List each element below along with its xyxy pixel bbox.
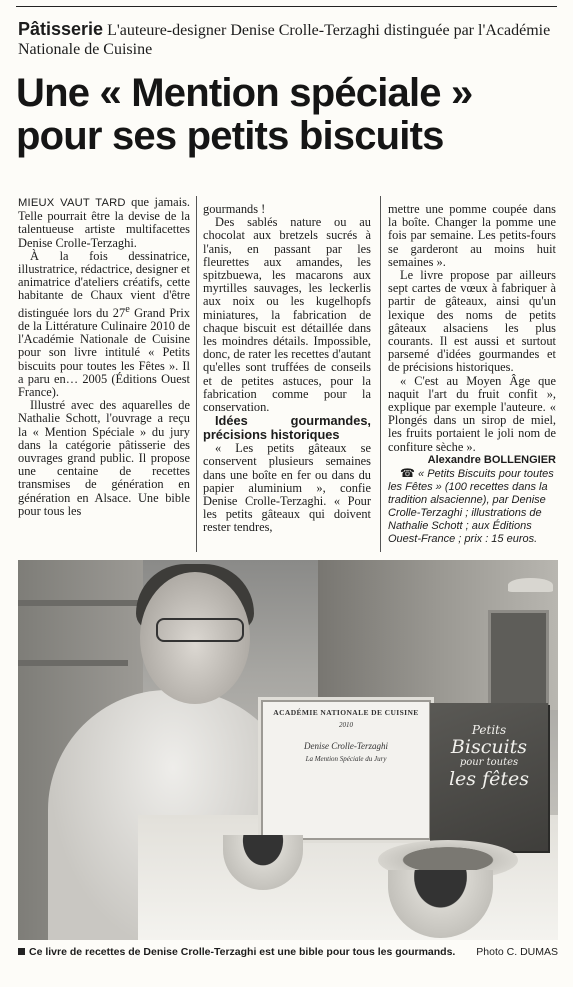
paragraph: mettre une pomme coupée dans la boîte. Changer la pomme une fois par semaine. Les petits-fours se garderont au moins huit semaines ». — [388, 202, 556, 269]
paragraph-text: que jamais. Telle pourrait être la devise de la talentueuse artiste multifacettes Denise Crolle-Terzaghi. — [18, 195, 190, 250]
paragraph: Des sablés nature ou au chocolat aux bretzels sucrés à l'anis, en passant par les fleurettes aux amandes, les spitzbuewa, les macarons aux myrtilles sauvages, les leckerlis aux noix ou les kugelhopfs miniatures, la fabrication de chaque biscuit est détaillée dans les moindres détails. Impossible, donc, de rater les recettes d'autant qu'elles sont truffées de conseils et de petites astuces, pour la fabrication comme pour la conservation. — [203, 215, 371, 415]
column-rule — [196, 196, 197, 552]
kicker-text: L'auteure-designer Denise Crolle-Terzaghi distinguée par l'Académie Nationale de Cuisine — [18, 22, 551, 58]
lamp — [508, 578, 553, 592]
certificate-title: ACADÉMIE NATIONALE DE CUISINE — [273, 708, 419, 717]
book-title-line: Petits — [471, 723, 507, 737]
paragraph: Illustré avec des aquarelles de Nathalie Schott, l'ouvrage a reçu la « Mention Spéciale » du jury dans la catégorie pâtisserie des ouvrages grand public. Il propose une centaine de recettes transmises de génération en génération en Alsace. Une bible pour tous les — [18, 398, 190, 518]
ordinal-suffix: e — [125, 303, 130, 315]
book-title-line: Biscuits — [450, 736, 528, 758]
paragraph: gourmands ! — [203, 202, 266, 216]
headline: Une « Mention spéciale » pour ses petits biscuits — [16, 71, 473, 158]
article-column-3 — [388, 203, 556, 546]
article-photo — [18, 560, 558, 940]
column-rule — [380, 196, 381, 552]
book-title-line: les fêtes — [448, 768, 530, 790]
photo-caption — [18, 946, 558, 959]
paragraph: « C'est au Moyen Âge que naquit l'art du fruit confit », explique par exemple l'auteure. « Plongés dans un sirop de miel, les fruits portaient le joli nom de confiture sèche ». — [388, 373, 556, 454]
certificate-mention: La Mention Spéciale du Jury — [305, 755, 387, 763]
paragraph: « Les petits gâteaux se conservent plusieurs semaines dans une boîte en fer ou dans du papier aluminium », confie Denise Crolle-Terzaghi. « Pour les petits gâteaux qui doivent rester tendres, — [203, 441, 371, 535]
paragraph-text: À la fois dessinatrice, illustratrice, rédactrice, designer et animatrice d'ateliers créatifs, cette habitante de Chaux vient d'être distinguée lors du 27 — [18, 248, 190, 320]
shelf — [18, 660, 128, 666]
paragraph — [18, 250, 190, 399]
paragraph — [18, 196, 190, 250]
author-byline: Alexandre BOLLENGIER — [427, 453, 556, 466]
glasses — [156, 618, 244, 642]
article-column-2 — [203, 203, 371, 535]
book-info — [388, 467, 556, 546]
book-title-line: pour toutes — [459, 757, 519, 768]
paragraph-text: Grand Prix de la Littérature Culinaire 2010 de l'Académie Nationale de Cuisine pour son livre intitulé « Petits biscuits pour toutes les Fêtes ». Il a paru en… 2005 (Éditions Ouest France). — [18, 305, 190, 399]
bullet-square-icon — [18, 948, 25, 955]
rubric: Pâtisserie — [18, 19, 104, 39]
paragraph: Le livre propose par ailleurs sept cartes de vœux à fabriquer à partir de gâteaux, ainsi qu'un lexique des noms de petits gâteaux alsaciens les plus courants. Il est aussi et surtout parsemé d'idées gourmandes et de précisions historiques. — [388, 268, 556, 375]
book-cover — [430, 703, 548, 851]
phone-icon: ☎ — [400, 466, 415, 481]
book-info-text: « Petits Biscuits pour toutes les Fêtes » (100 recettes dans la tradition alsacienne), par Denise Crolle-Terzaghi ; illustrations de Nathalie Schott ; aux Éditions Ouest-France ; prix : 15 euros. — [388, 468, 554, 546]
lead-in: MIEUX VAUT TARD — [18, 197, 126, 209]
photo-credit: Photo C. DUMAS — [476, 946, 558, 958]
caption-text: Ce livre de recettes de Denise Crolle-Terzaghi est une bible pour tous les gourmands. — [29, 946, 456, 958]
kicker — [18, 20, 558, 59]
top-rule — [16, 6, 557, 7]
certificate — [261, 700, 431, 840]
subheading: Idées gourmandes, précisions historiques — [203, 413, 371, 443]
shelf — [18, 600, 138, 606]
certificate-year: 2010 — [339, 721, 353, 729]
certificate-name: Denise Crolle-Terzaghi — [303, 741, 389, 751]
article-column-1 — [18, 196, 190, 518]
